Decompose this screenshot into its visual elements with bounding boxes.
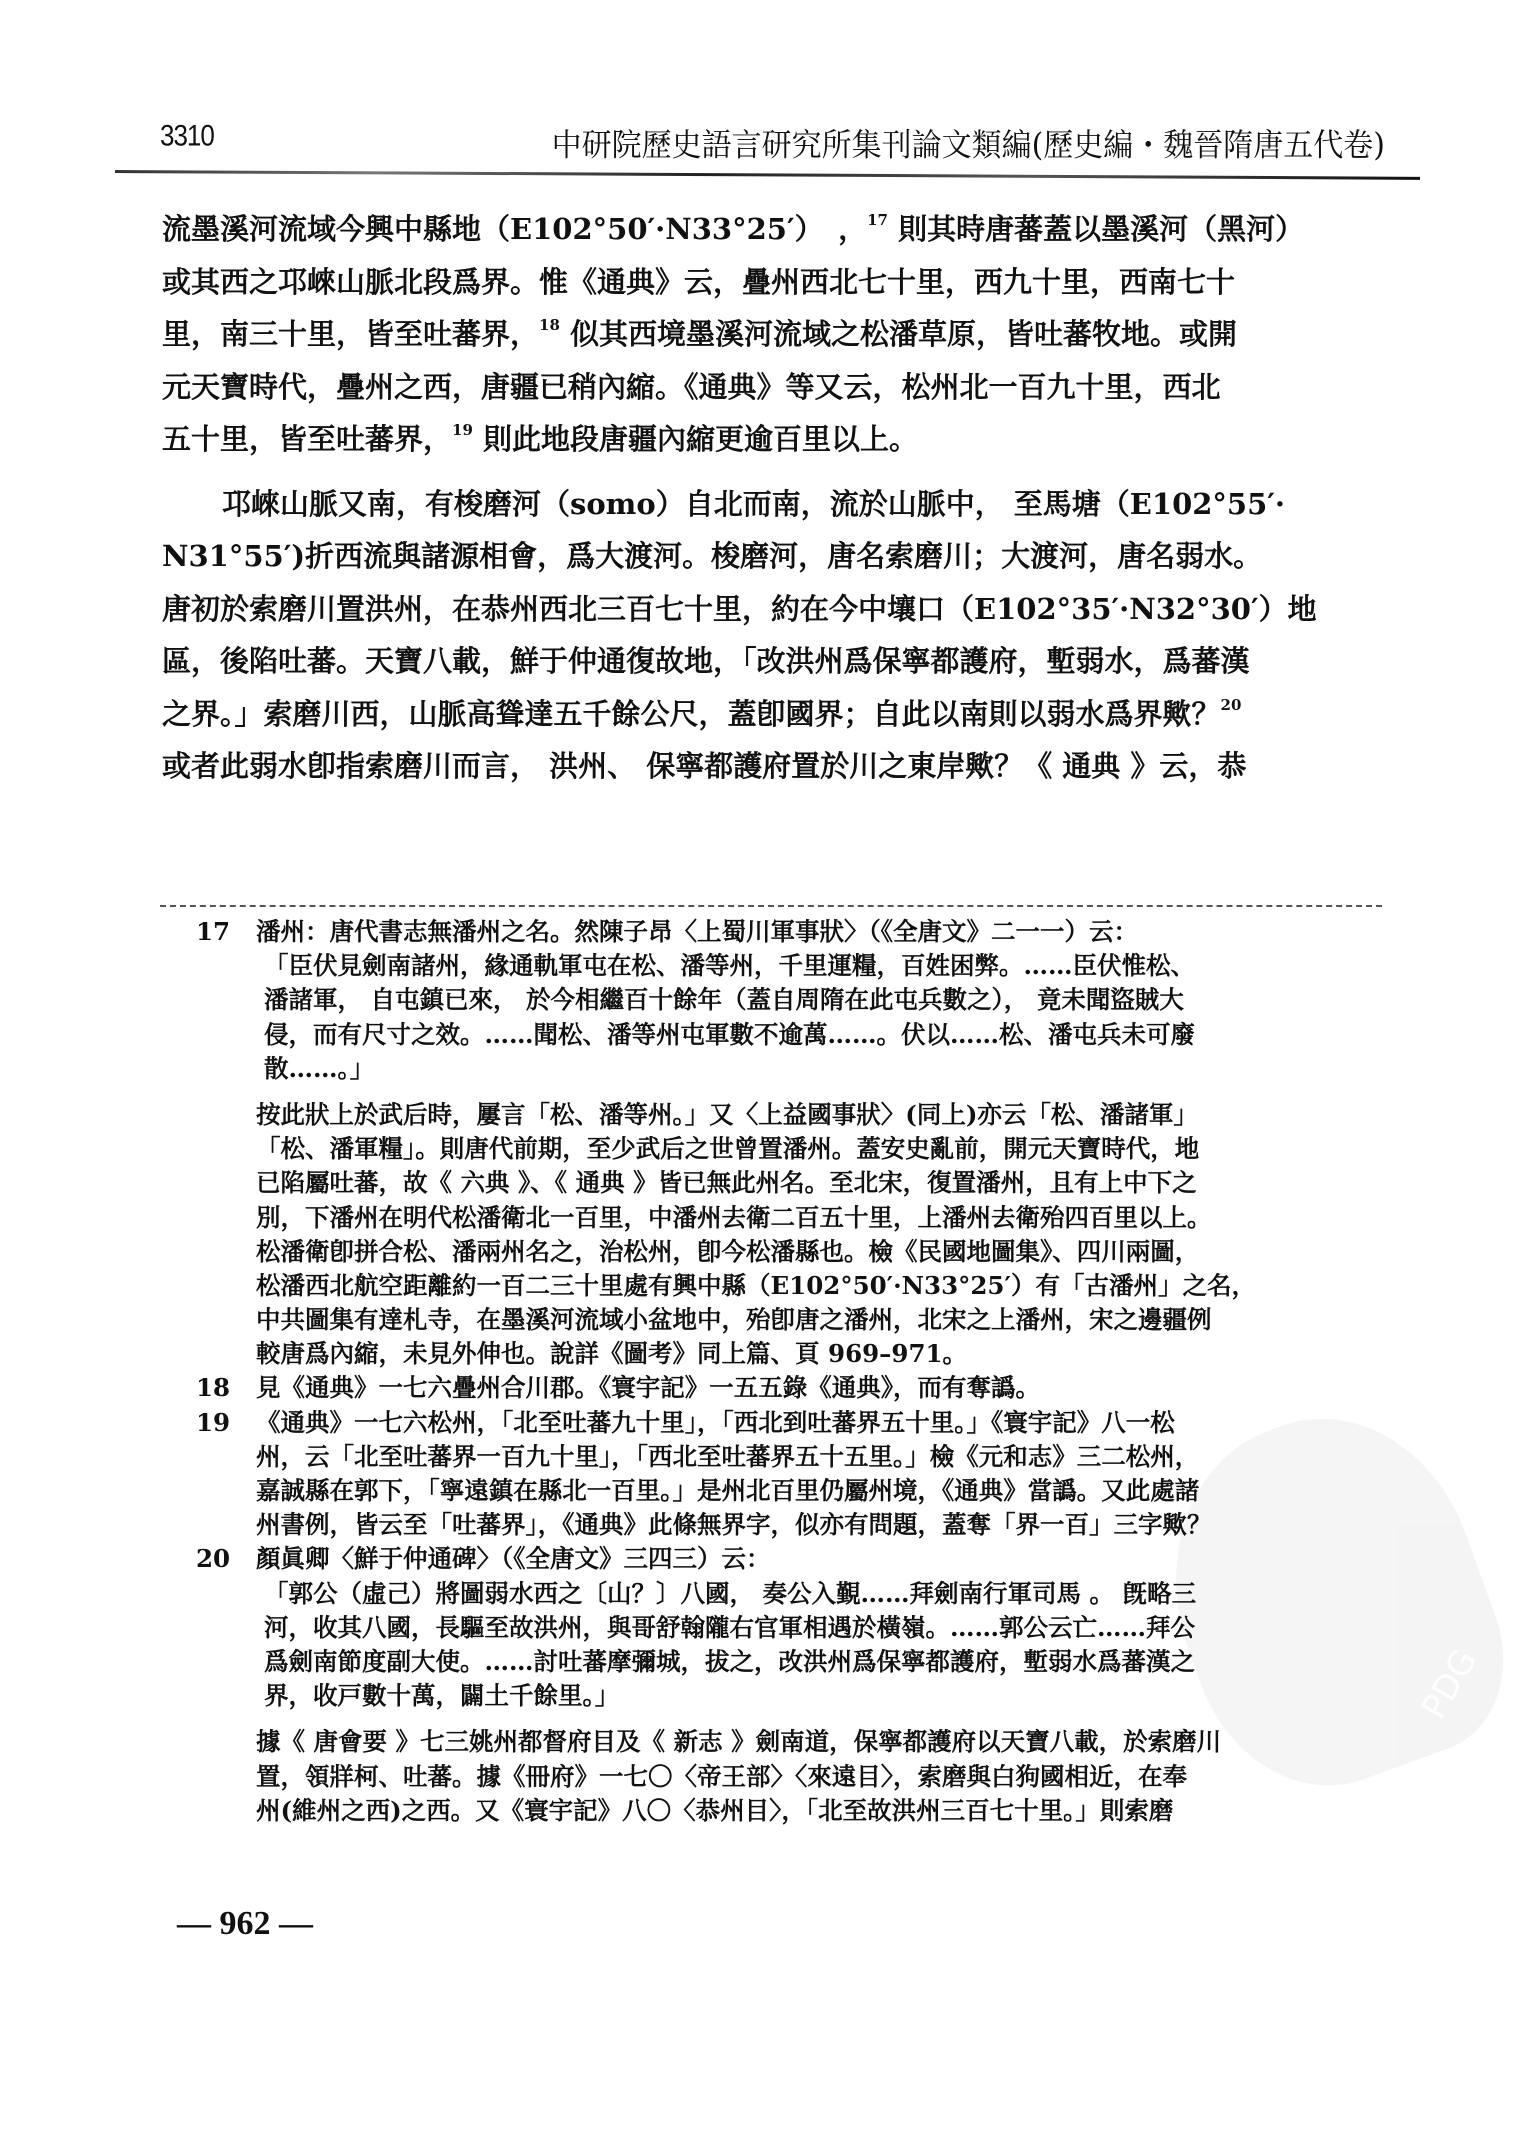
footnote-line: 侵，而有尺寸之效。……聞松、潘等州屯軍數不逾萬……。伏以……松、潘屯兵未可廢 xyxy=(264,1019,1195,1049)
footnote-17 xyxy=(196,915,1386,1371)
footnote-ref[interactable]: 20 xyxy=(1220,695,1242,714)
text-line xyxy=(162,740,1382,793)
footnote-number: 20 xyxy=(196,1544,231,1574)
footnotes-section xyxy=(196,915,1386,1828)
header-title: 中研院歷史語言研究所集刊論文類編(歷史編・魏晉隋唐五代卷) xyxy=(551,127,1385,165)
running-header xyxy=(160,117,1385,170)
footnote-line: 潘州：唐代書志無潘州之名。然陳子昂〈上蜀川軍事狀〉（《全唐文》二一一）云： xyxy=(256,917,1138,946)
footnote-line: 「松、潘軍糧」。則唐代前期，至少武后之世曾置潘州。蓋安史亂前，開元天寶時代，地 xyxy=(256,1134,1200,1164)
line-text: 里，南三十里，皆至吐蕃界， xyxy=(162,317,540,351)
line-text: 則此地段唐疆內縮更逾百里以上。 xyxy=(472,422,918,456)
footnote-number: 18 xyxy=(196,1373,231,1403)
text-line xyxy=(162,478,1382,531)
footnote-18 xyxy=(196,1371,1386,1405)
header-rule xyxy=(115,170,1420,180)
footnote-line: 按此狀上於武后時，屢言「松、潘等州。」又〈上益國事狀〉(同上)亦云「松、潘諸軍」 xyxy=(256,1099,1198,1129)
footnote-line: 州，云「北至吐蕃界一百九十里」，「西北至吐蕃界五十五里。」檢《元和志》三二松州， xyxy=(256,1441,1200,1471)
line-text: 或其西之邛崍山脈北段爲界。惟《通典》云，疊州西北七十里，西九十里，西南七十 xyxy=(162,264,1236,299)
footnote-gap xyxy=(196,1713,1386,1725)
main-body-text xyxy=(162,203,1382,793)
line-text: 或者此弱水卽指索磨川而言， 洪州、 保寧都護府置於川之東岸歟？《 通典 》云，恭 xyxy=(162,749,1247,783)
footnote-line: 松潘衛卽拼合松、潘兩州名之，治松州，卽今松潘縣也。檢《民國地圖集》、四川兩圖， xyxy=(256,1236,1200,1266)
footnote-line: 置，領牂柯、吐蕃。據《冊府》一七〇〈帝王部〉〈來遠目〉，索磨與白狗國相近，在奉 xyxy=(256,1761,1187,1791)
footnote-line: 嘉誠縣在郭下，「寧遠鎮在縣北一百里。」是州北百里仍屬州境，《通典》當譌。又此處諸 xyxy=(256,1476,1200,1505)
footnote-line: 潘諸軍， 自屯鎮已來， 於今相繼百十餘年（蓋自周隋在此屯兵數之）， 竟未聞盜賊大 xyxy=(264,985,1184,1015)
footnote-line: 據《 唐會要 》七三姚州都督府目及《 新志 》劍南道，保寧都護府以天寶八載，於索磨川 xyxy=(256,1727,1222,1757)
line-text: 之界。」索磨川西，山脈高聳達五千餘公尺，蓋卽國界；自此以南則以弱水爲界歟？ xyxy=(162,696,1221,731)
footnote-line: 州(維州之西)之西。又《寰宇記》八〇〈恭州目〉，「北至故洪州三百七十里。」則索磨 xyxy=(256,1795,1174,1825)
text-line xyxy=(162,308,1382,361)
line-text: 區，後陷吐蕃。天寶八載，鮮于仲通復故地，「改洪州爲保寧都護府，塹弱水，爲蕃漢 xyxy=(162,644,1250,678)
footnote-line: 「臣伏見劍南諸州，緣通軌軍屯在松、潘等州，千里運糧，百姓困弊。……臣伏惟松、 xyxy=(264,951,1195,981)
footnote-line: 爲劍南節度副大使。……討吐蕃摩彌城，拔之，改洪州爲保寧都護府，塹弱水爲蕃漢之 xyxy=(264,1646,1195,1676)
line-text: 似其西境墨溪河流域之松潘草原，皆吐蕃牧地。或開 xyxy=(559,317,1237,351)
line-text: 唐初於索磨川置洪州，在恭州西北三百七十里，約在今中壤口（E102°35′·N32°30′）地 xyxy=(162,591,1317,626)
paragraph-1 xyxy=(162,203,1382,466)
text-line xyxy=(162,256,1382,309)
footnote-line: 《通典》一七六松州，「北至吐蕃九十里」，「西北到吐蕃界五十里。」《寰宇記》八一松 xyxy=(256,1407,1175,1437)
line-text: 邛崍山脈又南，有梭磨河（somo）自北而南，流於山脈中， 至馬塘（E102°55′· xyxy=(222,486,1286,521)
footnote-number: 19 xyxy=(196,1407,231,1437)
footnote-line: 州書例，皆云至「吐蕃界」，《通典》此條無界字，似亦有問題，蓋奪「界一百」三字歟？ xyxy=(256,1510,1212,1540)
footnote-gap xyxy=(196,1086,1386,1098)
text-line xyxy=(162,361,1382,414)
footnote-line: 散……。」 xyxy=(264,1053,375,1083)
paragraph-gap xyxy=(162,466,1382,478)
footnote-20 xyxy=(196,1542,1386,1828)
paragraph-2 xyxy=(162,478,1382,793)
text-line xyxy=(162,583,1382,636)
header-page-label: 3310 xyxy=(160,117,214,153)
text-line xyxy=(162,413,1382,466)
footnote-separator xyxy=(160,905,1382,907)
watermark-text: PDG xyxy=(1413,1642,1486,1726)
footnote-line: 顏眞卿〈鮮于仲通碑〉（《全唐文》三四三）云： xyxy=(256,1544,771,1574)
line-text: 流墨溪河流域今興中縣地（E102°50′·N33°25′） ， xyxy=(162,212,868,246)
footnote-line: 別，下潘州在明代松潘衛北一百里，中潘州去衛二百五十里，上潘州去衛殆四百里以上。 xyxy=(256,1202,1212,1232)
footnote-line: 界，收戸數十萬，闢土千餘里。」 xyxy=(264,1681,620,1711)
footnote-ref[interactable]: 18 xyxy=(539,316,560,334)
footnote-19 xyxy=(196,1406,1386,1543)
line-text: 元天寶時代，疊州之西，唐疆已稍內縮。《通典》等又云，松州北一百九十里，西北 xyxy=(162,369,1221,404)
footnote-line: 「郭公（虛己）將圖弱水西之〔山？〕八國， 奏公入覲……拜劍南行軍司馬 。 旣略三 xyxy=(264,1578,1197,1608)
text-line xyxy=(162,688,1382,741)
footnote-line: 較唐爲內縮，未見外伸也。說詳《圖考》同上篇、頁 969–971。 xyxy=(256,1339,968,1369)
line-text: 五十里，皆至吐蕃界， xyxy=(162,422,453,456)
footnote-line: 已陷屬吐蕃，故《 六典 》、《 通典 》皆已無此州名。至北宋，復置潘州，且有上中下之 xyxy=(256,1168,1197,1198)
page-number: — 962 — xyxy=(177,1905,313,1942)
footnote-number: 17 xyxy=(196,917,231,946)
line-text: 則其時唐蕃蓋以墨溪河（黑河） xyxy=(887,212,1305,246)
text-line xyxy=(162,530,1382,583)
text-line xyxy=(162,203,1382,256)
footnote-line: 見《通典》一七六疊州合川郡。《寰宇記》一五五錄《通典》，而有奪譌。 xyxy=(256,1373,1040,1403)
footnote-line: 河，收其八國，長驅至故洪州，與哥舒翰隴右官軍相遇於橫嶺。……郭公云亡……拜公 xyxy=(264,1612,1195,1642)
footnote-line: 松潘西北航空距離約一百二三十里處有興中縣（E102°50′·N33°25′）有「古潘州」之名， xyxy=(256,1270,1256,1300)
footnote-ref[interactable]: 19 xyxy=(452,421,473,439)
footnote-ref[interactable]: 17 xyxy=(867,211,888,229)
footnote-line: 中共圖集有達札寺，在墨溪河流域小盆地中，殆卽唐之潘州，北宋之上潘州，宋之邊疆例 xyxy=(256,1305,1212,1335)
text-line xyxy=(162,635,1382,688)
line-text: N31°55′)折西流與諸源相會，爲大渡河。梭磨河，唐名索磨川；大渡河，唐名弱水。 xyxy=(162,539,1263,573)
